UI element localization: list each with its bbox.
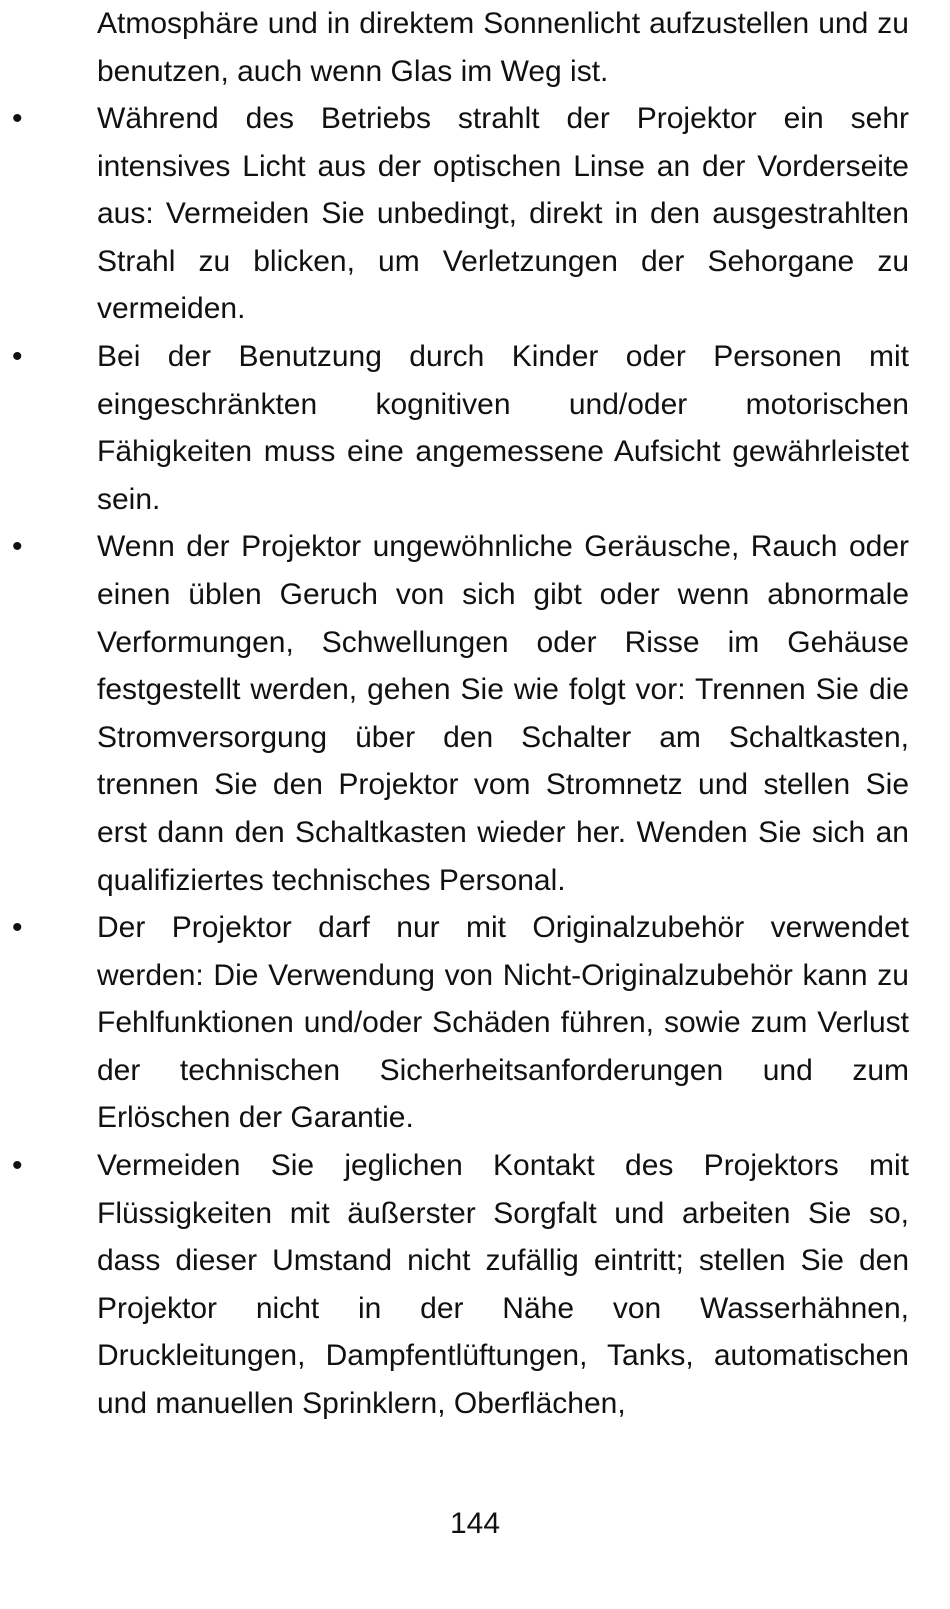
- bullet-list: [12, 95, 909, 1428]
- bullet-icon: •: [12, 1149, 23, 1183]
- bullet-icon: •: [12, 102, 23, 135]
- bullet-icon: •: [12, 911, 23, 945]
- list-item-text: Bei der Benutzung durch Kinder oder Personen mit eingeschränkten kognitiven und/oder motorischen Fähigkeiten muss eine angemessene Aufsicht gewährleistet sein.: [97, 339, 909, 516]
- bullet-icon: •: [12, 339, 23, 373]
- list-item: [12, 523, 909, 904]
- list-item-text: Wenn der Projektor ungewöhnliche Geräusche, Rauch oder einen üblen Geruch von sich gibt oder wenn abnormale Verformungen, Schwellungen oder Risse im Gehäuse festgestellt werden, gehen Sie wie folgt vor: Trennen Sie die Stromversorgung über den Schalter am Schaltkasten, trennen Sie den Projektor vom Stromnetz und stellen Sie erst dann den Schaltkasten wieder her. Wenden Sie sich an qualifiziertes technisches Personal.: [97, 530, 909, 897]
- continuation-paragraph: Atmosphäre und in direktem Sonnenlicht aufzustellen und zu benutzen, auch wenn Glas im Weg ist.: [97, 7, 909, 88]
- list-item: [12, 95, 909, 333]
- list-item-text: Während des Betriebs strahlt der Projektor ein sehr intensives Licht aus der optischen Linse an der Vorderseite aus: Vermeiden Sie unbedingt, direkt in den ausgestrahlten Strahl zu blicken, um Verletzungen der Sehorgane zu vermeiden.: [97, 102, 909, 326]
- bullet-icon: •: [12, 530, 23, 564]
- list-item: [12, 904, 909, 1142]
- list-item: [12, 1142, 909, 1428]
- list-item-text: Vermeiden Sie jeglichen Kontakt des Projektors mit Flüssigkeiten mit äußerster Sorgfalt und arbeiten Sie so, dass dieser Umstand nicht zufällig eintritt; stellen Sie den Projektor nicht in der Nähe von Wasserhähnen, Druckleitungen, Dampfentlüftungen, Tanks, automatischen und manuellen Sprinklern, Oberflächen,: [97, 1149, 909, 1421]
- list-item: [12, 333, 909, 523]
- list-item-text: Der Projektor darf nur mit Originalzubehör verwendet werden: Die Verwendung von Nicht-Originalzubehör kann zu Fehlfunktionen und/oder Schäden führen, sowie zum Verlust der technischen Sicherheitsanforderungen und zum Erlöschen der Garantie.: [97, 911, 909, 1135]
- page-number: 144: [449, 1507, 501, 1540]
